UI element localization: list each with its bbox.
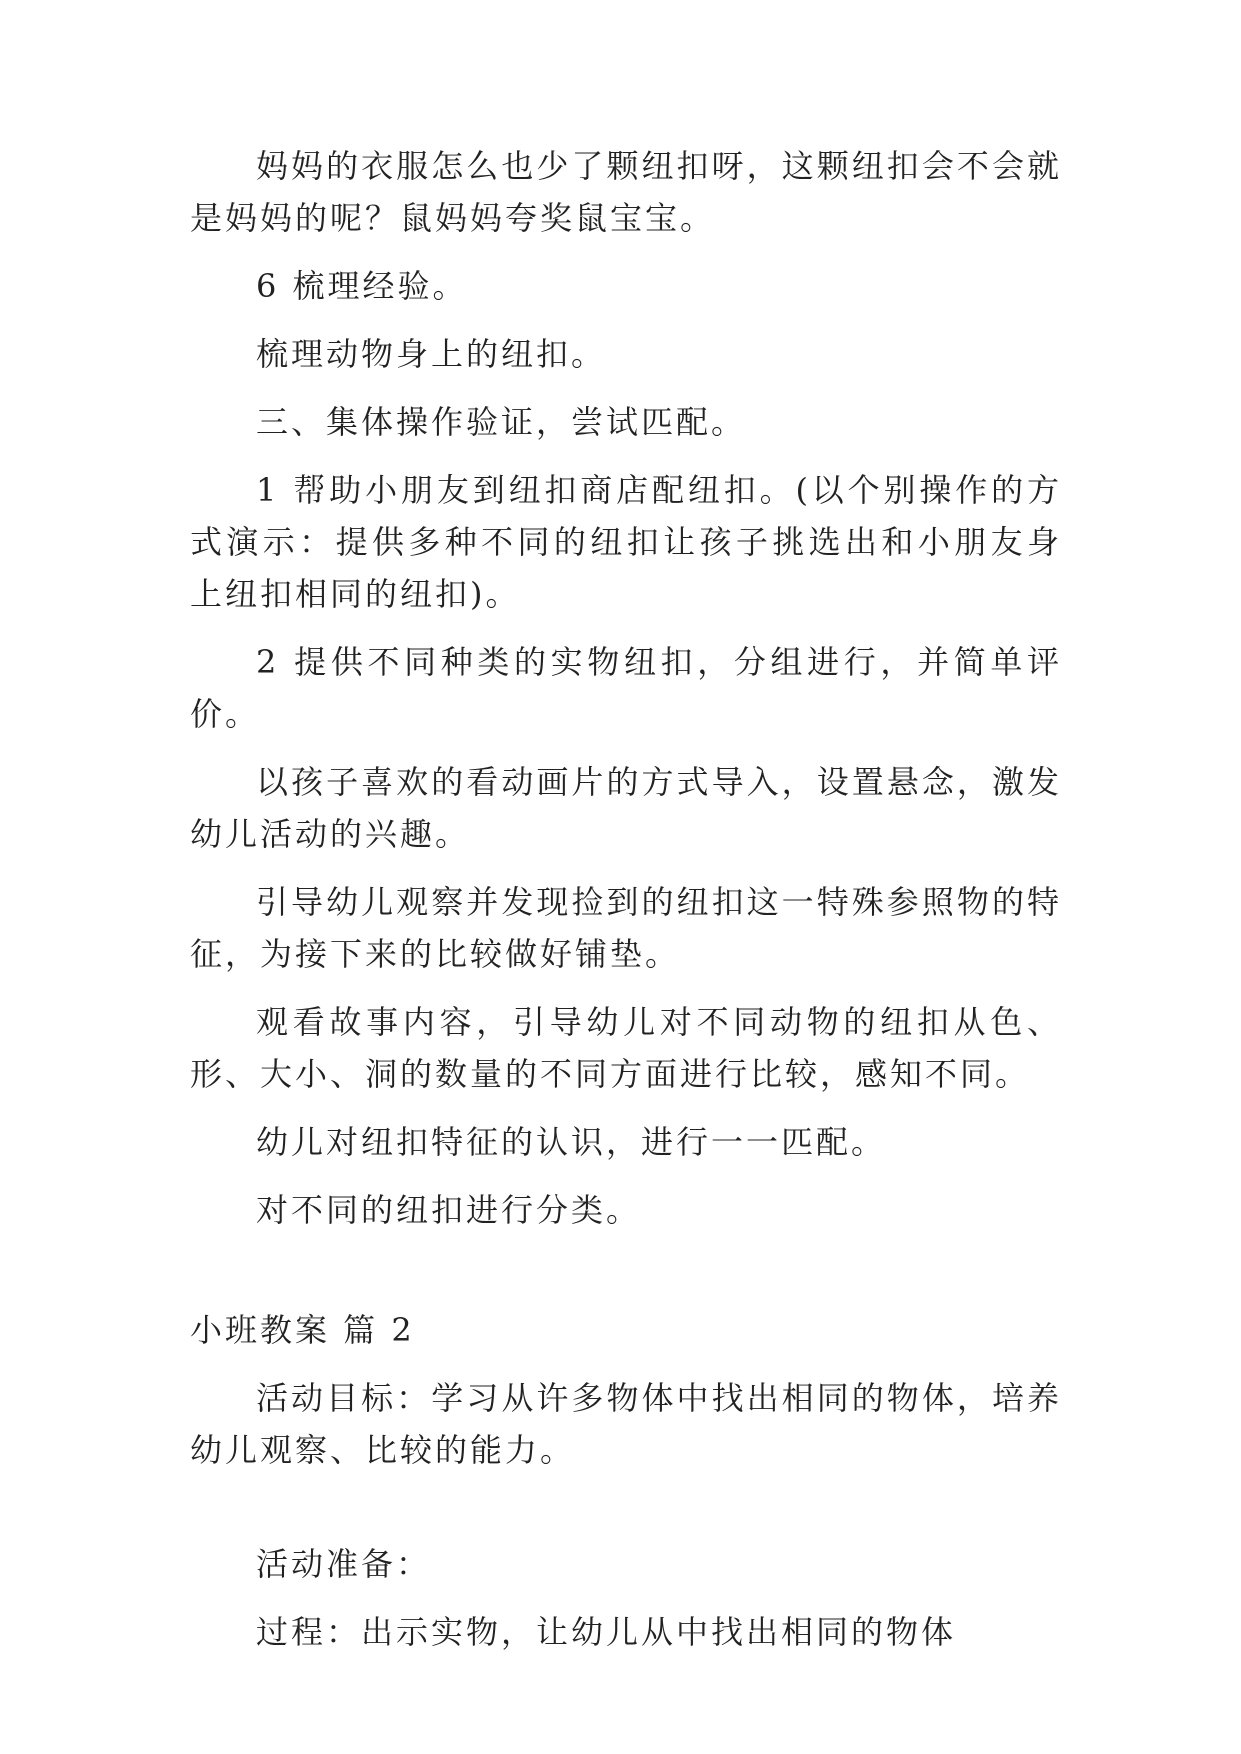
paragraph-gap: [190, 1492, 1062, 1538]
paragraph: 观看故事内容，引导幼儿对不同动物的纽扣从色、形、大小、洞的数量的不同方面进行比较，感知不同。: [190, 1003, 1062, 1093]
paragraph: 梳理动物身上的纽扣。: [256, 335, 607, 373]
paragraph: 三、集体操作验证，尝试匹配。: [256, 403, 747, 441]
paragraph: 活动准备：: [256, 1545, 432, 1583]
paragraph: 1 帮助小朋友到纽扣商店配纽扣。(以个别操作的方式演示：提供多种不同的纽扣让孩子挑选出和小朋友身上纽扣相同的纽扣)。: [190, 471, 1062, 613]
paragraph: 妈妈的衣服怎么也少了颗纽扣呀，这颗纽扣会不会就是妈妈的呢？鼠妈妈夸奖鼠宝宝。: [190, 147, 1062, 237]
paragraph: 过程：出示实物，让幼儿从中找出相同的物体: [256, 1613, 957, 1651]
section-gap: [190, 1252, 1062, 1304]
paragraph: 6 梳理经验。: [256, 267, 468, 305]
paragraph: 对不同的纽扣进行分类。: [256, 1191, 642, 1229]
paragraph: 以孩子喜欢的看动画片的方式导入，设置悬念，激发幼儿活动的兴趣。: [190, 763, 1062, 853]
paragraph: 活动目标：学习从许多物体中找出相同的物体，培养幼儿观察、比较的能力。: [190, 1379, 1062, 1469]
paragraph: 2 提供不同种类的实物纽扣，分组进行，并简单评价。: [190, 643, 1062, 733]
paragraph: 幼儿对纽扣特征的认识，进行一一匹配。: [256, 1123, 887, 1161]
document-body: [190, 140, 1062, 1674]
section-heading: 小班教案 篇 2: [190, 1311, 415, 1349]
paragraph: 引导幼儿观察并发现捡到的纽扣这一特殊参照物的特征，为接下来的比较做好铺垫。: [190, 883, 1062, 973]
